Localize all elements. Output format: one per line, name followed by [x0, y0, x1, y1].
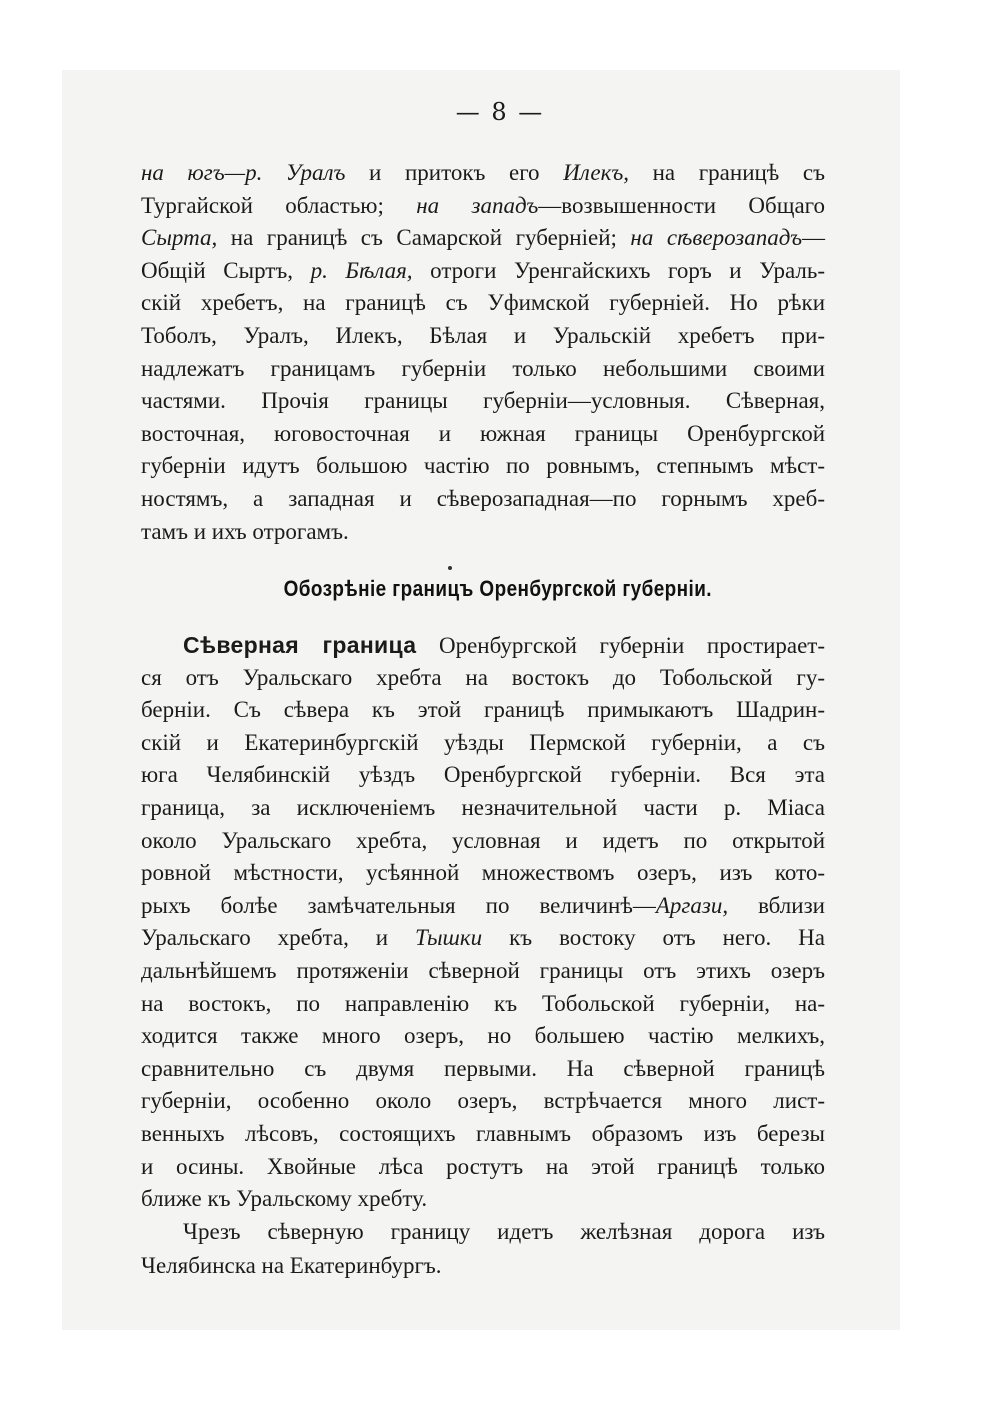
italic-text: Илекъ,	[563, 160, 630, 185]
text-segment: юга Челябинскій уѣздъ Оренбургской губерніи. Вся эта	[141, 762, 825, 788]
text-segment: сравнительно съ двумя первыми. На сѣверной границѣ	[141, 1055, 825, 1081]
text-segment: ся отъ Уральскаго хребта на востокъ до Тобольской гу-	[141, 664, 825, 690]
text-segment: отроги Уренгайскихъ горъ и Ураль-	[412, 257, 825, 283]
text-segment: губерніи, особенно около озеръ, встрѣчается много лист-	[141, 1088, 825, 1114]
text-segment: —возвышенности Общаго	[538, 192, 826, 218]
text-segment: къ востоку отъ него. На	[482, 925, 825, 951]
text-segment: граница, за исключеніемъ незначительной части р. Міаса	[141, 795, 825, 820]
text-segment: ходится также много озеръ, но большею частію мелкихъ,	[141, 1023, 825, 1049]
text-line	[141, 191, 825, 221]
italic-text: Сырта,	[141, 225, 218, 251]
text-segment: и осины. Хвойные лѣса ростутъ на этой границѣ только	[141, 1153, 825, 1179]
text-line	[141, 760, 825, 790]
text-line	[141, 793, 825, 823]
text-segment: вблизи	[728, 892, 825, 918]
text-line	[141, 695, 825, 725]
italic-text: Тышки	[415, 925, 483, 951]
text-line	[183, 1217, 825, 1247]
text-segment: Оренбургской губерніи простирает-	[416, 633, 826, 658]
text-segment: губерніи идутъ большою частію по ровнымъ, степнымъ мѣст-	[141, 453, 825, 479]
text-line	[141, 858, 825, 888]
italic-text: на сѣверозападъ	[630, 225, 803, 251]
text-line	[141, 923, 825, 953]
text-segment: на востокъ, по направленію къ Тобольской губерніи, на-	[141, 990, 825, 1016]
text-line	[141, 419, 825, 449]
text-segment: ровной мѣстности, усѣянной множествомъ озеръ, изъ кото-	[141, 860, 825, 886]
text-line	[141, 1251, 825, 1281]
text-segment: рыхъ болѣе замѣчательныя по величинѣ—	[141, 892, 656, 918]
text-line	[141, 1086, 825, 1116]
italic-text: на западъ	[416, 192, 539, 218]
page-number: — 8 —	[455, 98, 545, 126]
ink-speck	[448, 566, 452, 570]
text-segment: около Уральскаго хребта, условная и идетъ по открытой	[141, 827, 825, 853]
text-line	[141, 386, 825, 416]
text-segment: дальнѣйшемъ протяженіи сѣверной границы отъ этихъ озеръ	[141, 958, 825, 983]
text-segment: Общій Сыртъ,	[141, 257, 311, 283]
text-line	[141, 288, 825, 318]
italic-text: Аргази,	[655, 892, 729, 918]
text-segment: ностямъ, а западная и сѣверозападная—по горнымъ хреб-	[141, 486, 825, 511]
lead-heading: Сѣверная граница	[183, 632, 417, 658]
text-line	[141, 891, 825, 921]
text-segment: Тоболъ, Уралъ, Илекъ, Бѣлая и Уральскій хребетъ при-	[141, 323, 825, 348]
text-segment: венныхъ лѣсовъ, состоящихъ главнымъ образомъ изъ березы	[141, 1121, 825, 1146]
text-segment: скій и Екатеринбургскій уѣзды Пермской губерніи, а съ	[141, 729, 825, 755]
text-line	[141, 826, 825, 856]
text-line	[141, 1152, 825, 1182]
text-segment: Уральскаго хребта, и	[141, 925, 415, 951]
text-segment: на границѣ съ	[629, 160, 825, 185]
text-segment: и притокъ его	[345, 160, 564, 185]
text-line	[141, 728, 825, 758]
text-segment: скій хребетъ, на границѣ съ Уфимской губерніей. Но рѣки	[141, 290, 825, 316]
text-line	[141, 321, 825, 351]
text-line	[141, 1184, 825, 1214]
text-line	[141, 517, 825, 547]
text-line	[183, 630, 825, 660]
italic-text: р. Бѣлая,	[310, 257, 413, 283]
text-line	[141, 663, 825, 693]
text-line	[141, 1119, 825, 1149]
text-segment: Челябинска на Екатеринбургъ.	[141, 1253, 442, 1278]
text-line	[141, 354, 825, 384]
italic-text: на югъ—р. Уралъ	[141, 160, 346, 185]
section-heading: Обозрѣніе границъ Оренбургской губерніи.	[283, 576, 712, 601]
text-line	[141, 956, 825, 986]
text-line	[141, 1021, 825, 1051]
text-line	[141, 1054, 825, 1084]
text-segment: восточная, юговосточная и южная границы Оренбургской	[141, 420, 825, 446]
text-segment: частями. Прочія границы губерніи—условныя. Сѣверная,	[141, 388, 825, 414]
text-segment: берніи. Съ сѣвера къ этой границѣ примыкаютъ Шадрин-	[141, 697, 825, 723]
text-segment: Тургайской областью;	[141, 192, 417, 218]
text-line	[141, 158, 825, 188]
text-line	[141, 484, 825, 514]
text-line	[141, 451, 825, 481]
text-segment: Чрезъ сѣверную границу идетъ желѣзная дорога изъ	[183, 1219, 825, 1244]
text-segment: тамъ и ихъ отрогамъ.	[141, 518, 349, 544]
text-line	[141, 989, 825, 1019]
text-segment: надлежатъ границамъ губерніи только небольшими своими	[141, 355, 825, 381]
text-line	[141, 256, 825, 286]
text-segment: на границѣ съ Самарской губерніей;	[217, 225, 631, 251]
text-line	[141, 223, 825, 253]
text-segment: —	[802, 225, 826, 251]
text-segment: ближе къ Уральскому хребту.	[141, 1186, 428, 1212]
